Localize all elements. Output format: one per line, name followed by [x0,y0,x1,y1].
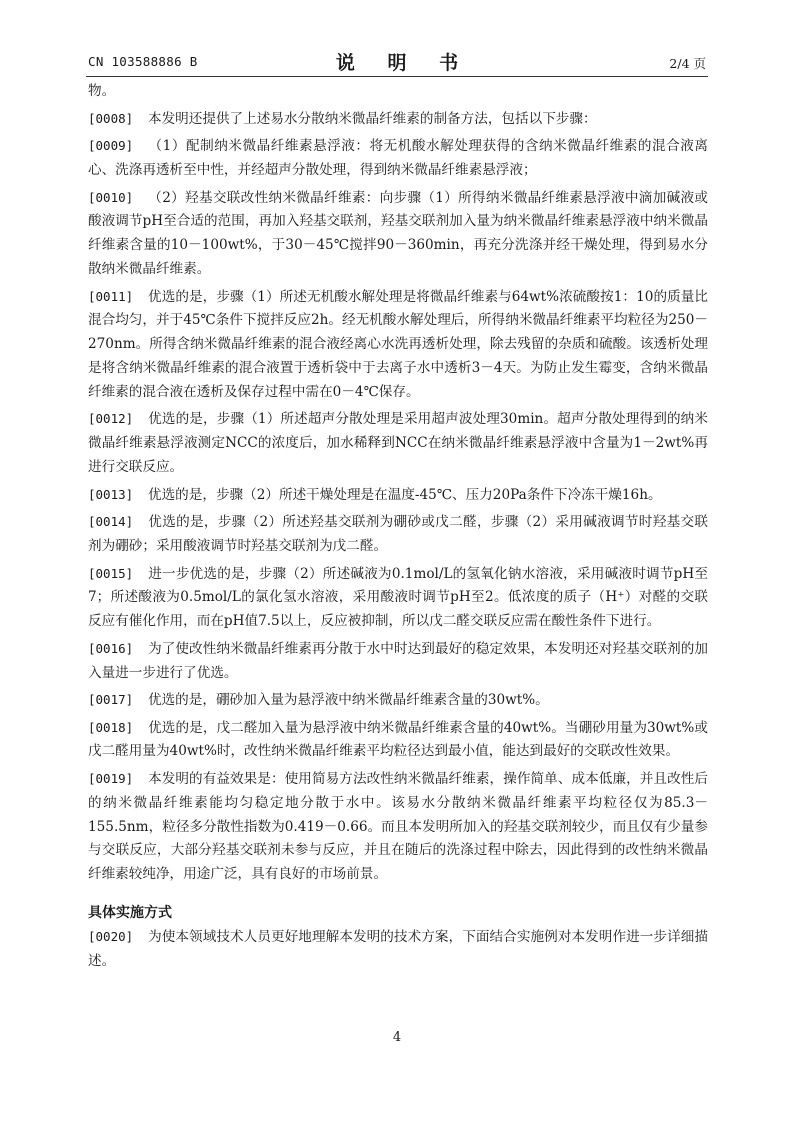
paragraph-number: [0008] [88,110,134,126]
paragraph-text: 本发明还提供了上述易水分散纳米微晶纤维素的制备方法，包括以下步骤： [148,110,597,127]
paragraph-number: [0015] [88,565,134,581]
paragraph-text: 为使本领域技术人员更好地理解本发明的技术方案，下面结合实施例对本发明作进一步详细描述。 [88,929,708,969]
paragraph-number: [0013] [88,486,134,502]
document-body [88,80,708,976]
paragraph-text: 本发明的有益效果是：使用简易方法改性纳米微晶纤维素，操作简单、成本低廉，并且改性后的纳米微晶纤维素能均匀稳定地分散于水中。该易水分散纳米微晶纤维素平均粒径仅为85.3－155.5nm，粒径多分散性指数为0.419－0.66。而且本发明所加入的羟基交联剂较少，而且仅有少量参与交联反应，大部分羟基交联剂未参与反应，并且在随后的洗涤过程中除去，因此得到的改性纳米微晶纤维素较纯净，用途广泛，具有良好的市场前景。 [88,771,708,883]
section-heading: 具体实施方式 [88,905,172,922]
paragraph-number: [0011] [88,288,134,304]
paragraph [88,134,708,183]
page-header [88,48,706,76]
paragraph-number: [0014] [88,514,134,530]
paragraph [88,186,708,282]
paragraph [88,716,708,765]
section-paragraph-list [88,925,708,974]
paragraph [88,407,708,479]
paragraph [88,767,708,887]
header-divider [86,76,708,77]
paragraph [88,562,708,634]
paragraph [88,107,708,132]
paragraph [88,688,708,713]
paragraph-number: [0009] [88,138,134,154]
paragraph-number: [0010] [88,189,134,205]
paragraph-text: 优选的是，步骤（2）所述羟基交联剂为硼砂或戊二醛，步骤（2）采用碱液调节时羟基交联剂为硼砂；采用酸液调节时羟基交联剂为戊二醛。 [88,514,708,554]
continuation-text: 物。 [88,83,116,99]
paragraph [88,285,708,405]
paragraph [88,925,708,974]
paragraph-list [88,107,708,887]
paragraph-number: [0019] [88,771,134,787]
page-of-indicator: 2/4 页 [669,56,706,71]
paragraph-number: [0017] [88,692,134,708]
page-number: 4 [392,1030,402,1045]
paragraph-text: （2）羟基交联改性纳米微晶纤维素：向步骤（1）所得纳米微晶纤维素悬浮液中滴加碱液或酸液调节pH至合适的范围，再加入羟基交联剂，羟基交联剂加入量为纳米微晶纤维素悬浮液中纳米微晶纤维素含量的10－100wt%，于30－45℃搅拌90－360min，再充分洗涤并经干燥处理，得到易水分散纳米微晶纤维素。 [88,189,708,277]
paragraph [88,483,708,508]
paragraph-text: 优选的是，硼砂加入量为悬浮液中纳米微晶纤维素含量的30wt%。 [148,692,549,709]
paragraph-text: 为了使改性纳米微晶纤维素再分散于水中时达到最好的稳定效果，本发明还对羟基交联剂的加入量进一步进行了优选。 [88,640,708,681]
paragraph-number: [0018] [88,719,134,735]
document-title: 说 明 书 [335,52,472,74]
paragraph-number: [0016] [88,640,134,656]
paragraph-number: [0020] [88,929,134,945]
paragraph-number: [0012] [88,411,134,427]
paragraph-text: （1）配制纳米微晶纤维素悬浮液：将无机酸水解处理获得的含纳米微晶纤维素的混合液离心、洗涤再透析至中性，并经超声分散处理，得到纳米微晶纤维素悬浮液； [88,138,708,178]
paragraph-text: 优选的是，步骤（1）所述超声分散处理是采用超声波处理30min。超声分散处理得到的纳米微晶纤维素悬浮液测定NCC的浓度后，加水稀释到NCC在纳米微晶纤维素悬浮液中含量为1－2wt%再进行交联反应。 [88,411,708,475]
paragraph [88,637,708,686]
paragraph-text: 优选的是，戊二醛加入量为悬浮液中纳米微晶纤维素含量的40wt%。当硼砂用量为30wt%或戊二醛用量为40wt%时，改性纳米微晶纤维素平均粒径达到最小值，能达到最好的交联改性效果。 [88,719,708,760]
paragraph-text: 进一步优选的是，步骤（2）所述碱液为0.1mol/L的氢氧化钠水溶液，采用碱液时调节pH至7；所述酸液为0.5mol/L的氯化氢水溶液，采用酸液时调节pH至2。低浓度的质子（H⁺）对醛的交联反应有催化作用，而在pH值7.5以上，反应被抑制，所以戊二醛交联反应需在酸性条件下进行。 [88,565,708,630]
paragraph-text: 优选的是，步骤（1）所述无机酸水解处理是将微晶纤维素与64wt%浓硫酸按1：10的质量比混合均匀，并于45℃条件下搅拌反应2h。经无机酸水解处理后，所得纳米微晶纤维素平均粒径为250－270nm。所得含纳米微晶纤维素的混合液经离心水洗再透析处理，除去残留的杂质和硫酸。该透析处理是将含纳米微晶纤维素的混合液置于透析袋中于去离子水中透析3－4天。为防止发生霉变，含纳米微晶纤维素的混合液在透析及保存过程中需在0－4℃保存。 [88,288,708,400]
paragraph-text: 优选的是，步骤（2）所述干燥处理是在温度-45℃、压力20Pa条件下冷冻干燥16h。 [148,486,662,503]
patent-number: CN 103588886 B [88,54,198,69]
paragraph [88,510,708,559]
